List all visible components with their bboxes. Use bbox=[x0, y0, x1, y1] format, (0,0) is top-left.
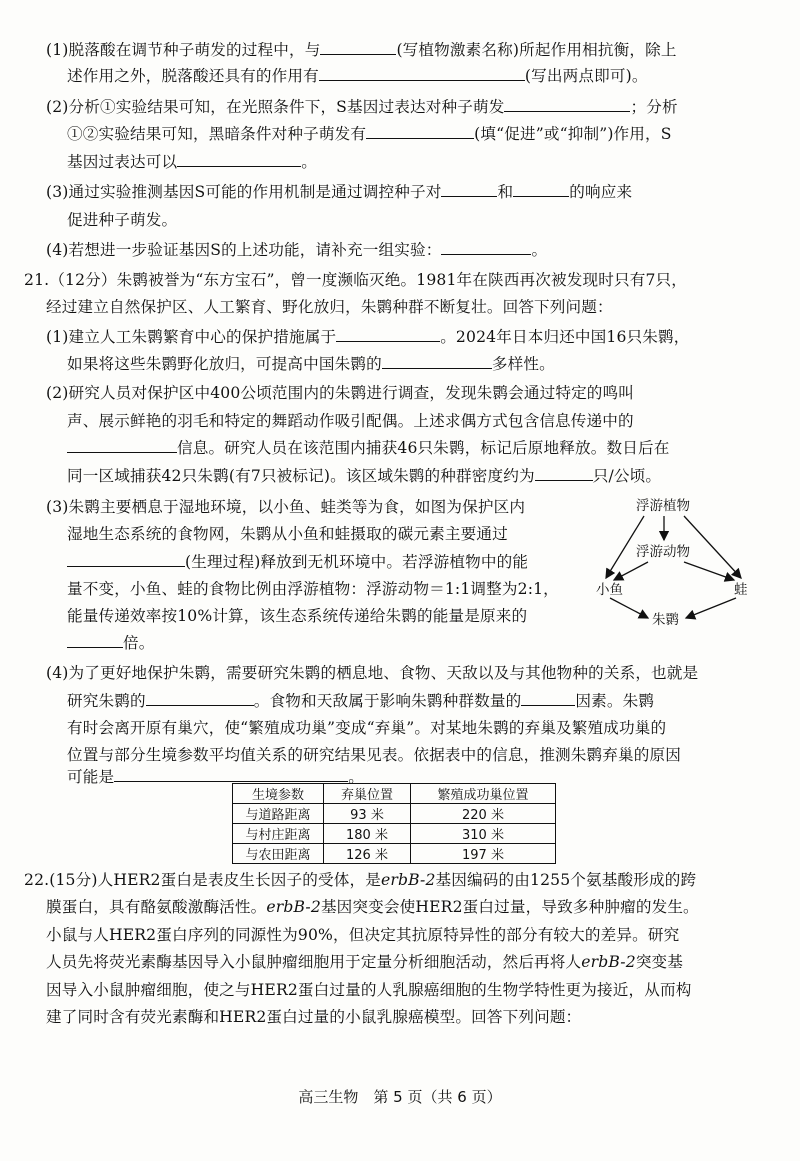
q21-3-line5: 能量传递效率按10%计算，该生态系统传递给朱鹮的能量是原来的 bbox=[67, 607, 528, 625]
q21-3-line4: 量不变，小鱼、蛙的食物比例由浮游植物：浮游动物＝1:1调整为2:1， bbox=[67, 580, 559, 598]
arrow-frog-ibis bbox=[686, 598, 736, 618]
answer-blank[interactable] bbox=[67, 552, 185, 567]
q22-line6: 建了同时含有荧光素酶和HER2蛋白过量的小鼠乳腺癌模型。回答下列问题： bbox=[46, 1008, 582, 1026]
q21-3-line2: 湿地生态系统的食物网，朱鹮从小鱼和蛙摄取的碳元素主要通过 bbox=[67, 525, 508, 543]
q20-2-line2: ①②实验结果可知，黑暗条件对种子萌发有 (填“促进”或“抑制”)作用，S bbox=[67, 125, 672, 143]
table-cell: 与农田距离 bbox=[233, 844, 324, 864]
table-cell: 197 米 bbox=[411, 844, 556, 864]
table-cell: 126 米 bbox=[324, 844, 411, 864]
answer-blank[interactable] bbox=[319, 66, 525, 81]
q21-2-line4: 同一区域捕获42只朱鹮(有7只被标记)。该区域朱鹮的种群密度约为 只/公顷。 bbox=[67, 467, 662, 485]
answer-blank[interactable] bbox=[441, 240, 531, 255]
q22-line3: 小鼠与人HER2蛋白序列的同源性为90%，但决定其抗原特异性的部分有较大的差异。研究 bbox=[46, 926, 680, 944]
q20-4-line1: (4)若想进一步验证基因S的上述功能，请补充一组实验： 。 bbox=[46, 241, 548, 259]
q22-line2: 膜蛋白，具有酪氨酸激酶活性。erbB-2基因突变会使HER2蛋白过量，导致多种肿瘤的发生。 bbox=[46, 898, 699, 916]
table-cell: 310 米 bbox=[411, 824, 556, 844]
answer-blank[interactable] bbox=[177, 152, 301, 167]
q20-1-line1: (1)脱落酸在调节种子萌发的过程中，与 (写植物激素名称)所起作用相抗衡，除上 bbox=[46, 41, 677, 59]
table-header: 生境参数 bbox=[233, 784, 324, 804]
q21-4-line4: 位置与部分生境参数平均值关系的研究结果见表。依据表中的信息，推测朱鹮弃巢的原因 bbox=[67, 746, 682, 764]
answer-blank[interactable] bbox=[504, 97, 630, 112]
zooplankton-label: 浮游动物 bbox=[636, 544, 690, 560]
answer-blank[interactable] bbox=[67, 438, 177, 453]
q21-2-line3: 信息。研究人员在该范围内捕获46只朱鹮，标记后原地释放。数日后在 bbox=[67, 438, 669, 458]
table-cell: 180 米 bbox=[324, 824, 411, 844]
q21-4-line3: 有时会离开原有巢穴，使“繁殖成功巢”变成“弃巢”。对某地朱鹮的弃巢及繁殖成功巢的 bbox=[67, 719, 667, 737]
table-cell: 220 米 bbox=[411, 804, 556, 824]
table-header-row bbox=[233, 784, 556, 804]
q20-1-line2: 述作用之外，脱落酸还具有的作用有 (写出两点即可)。 bbox=[67, 67, 648, 85]
table-cell: 与道路距离 bbox=[233, 804, 324, 824]
table-row bbox=[233, 844, 556, 864]
q20-2-line3: 基因过表达可以 。 bbox=[67, 153, 317, 171]
q21-3-line3: (生理过程)释放到无机环境中。若浮游植物中的能 bbox=[67, 552, 528, 572]
q20-3-line2: 促进种子萌发。 bbox=[67, 211, 178, 229]
q21-1-line2: 如果将这些朱鹮野化放归，可提高中国朱鹮的 多样性。 bbox=[67, 355, 555, 373]
answer-blank[interactable] bbox=[320, 40, 396, 55]
arrow-zoo-frog bbox=[684, 562, 734, 580]
table-header: 繁殖成功巢位置 bbox=[411, 784, 556, 804]
q22-line1: 22.(15分)人HER2蛋白是表皮生长因子的受体，是erbB-2基因编码的由1255个氨基酸形成的跨 bbox=[24, 871, 697, 889]
phytoplankton-label: 浮游植物 bbox=[636, 498, 690, 514]
arrow-fish-ibis bbox=[610, 598, 648, 618]
q21-4-line1: (4)为了更好地保护朱鹮，需要研究朱鹮的栖息地、食物、天敌以及与其他物种的关系，也就是 bbox=[46, 664, 699, 682]
page-footer: 高三生物 第 5 页（共 6 页） bbox=[298, 1088, 502, 1106]
answer-blank[interactable] bbox=[521, 691, 575, 706]
q21-2-line2: 声、展示鲜艳的羽毛和特定的舞蹈动作吸引配偶。上述求偶方式包含信息传递中的 bbox=[67, 412, 634, 430]
answer-blank[interactable] bbox=[146, 691, 254, 706]
answer-blank[interactable] bbox=[336, 327, 440, 342]
table-cell: 93 米 bbox=[324, 804, 411, 824]
table-cell: 与村庄距离 bbox=[233, 824, 324, 844]
table-header: 弃巢位置 bbox=[324, 784, 411, 804]
food-web-diagram bbox=[586, 494, 766, 634]
arrow-phyto-frog bbox=[684, 516, 741, 578]
q20-2-line1: (2)分析①实验结果可知，在光照条件下，S基因过表达对种子萌发 ；分析 bbox=[46, 98, 678, 116]
answer-blank[interactable] bbox=[114, 767, 348, 782]
answer-blank[interactable] bbox=[382, 354, 492, 369]
ibis-label: 朱鹮 bbox=[652, 612, 679, 628]
table-row bbox=[233, 804, 556, 824]
q21-intro-line2: 经过建立自然保护区、人工繁育、野化放归，朱鹮种群不断复壮。回答下列问题： bbox=[46, 298, 613, 316]
q22-line4: 人员先将荧光素酶基因导入小鼠肿瘤细胞用于定量分析细胞活动，然后再将人erbB-2突变基 bbox=[46, 953, 684, 971]
answer-blank[interactable] bbox=[535, 466, 593, 481]
answer-blank[interactable] bbox=[513, 182, 569, 197]
q21-4-line5: 可能是 。 bbox=[67, 768, 364, 786]
q21-intro-line1: 21.（12分）朱鹮被誉为“东方宝石”，曾一度濒临灭绝。1981年在陕西再次被发现时只有7只， bbox=[24, 271, 688, 289]
q21-3-line1: (3)朱鹮主要栖息于湿地环境，以小鱼、蛙类等为食，如图为保护区内 bbox=[46, 498, 526, 516]
table-row bbox=[233, 824, 556, 844]
answer-blank[interactable] bbox=[441, 182, 497, 197]
frog-label: 蛙 bbox=[734, 582, 748, 598]
arrow-zoo-fish bbox=[614, 562, 648, 580]
q21-3-line6: 倍。 bbox=[67, 633, 155, 653]
fish-label: 小鱼 bbox=[596, 582, 623, 598]
q21-1-line1: (1)建立人工朱鹮繁育中心的保护措施属于 。2024年日本归还中国16只朱鹮， bbox=[46, 328, 690, 346]
q21-2-line1: (2)研究人员对保护区中400公顷范围内的朱鹮进行调查，发现朱鹮会通过特定的鸣叫 bbox=[46, 384, 635, 402]
q22-line5: 因导入小鼠肿瘤细胞，使之与HER2蛋白过量的人乳腺癌细胞的生物学特性更为接近，从而构 bbox=[46, 981, 692, 999]
habitat-table bbox=[232, 783, 556, 864]
answer-blank[interactable] bbox=[67, 633, 123, 648]
q20-3-line1: (3)通过实验推测基因S可能的作用机制是通过调控种子对 和 的响应来 bbox=[46, 183, 633, 201]
answer-blank[interactable] bbox=[366, 124, 474, 139]
q21-4-line2: 研究朱鹮的 。食物和天敌属于影响朱鹮种群数量的 因素。朱鹮 bbox=[67, 692, 655, 710]
